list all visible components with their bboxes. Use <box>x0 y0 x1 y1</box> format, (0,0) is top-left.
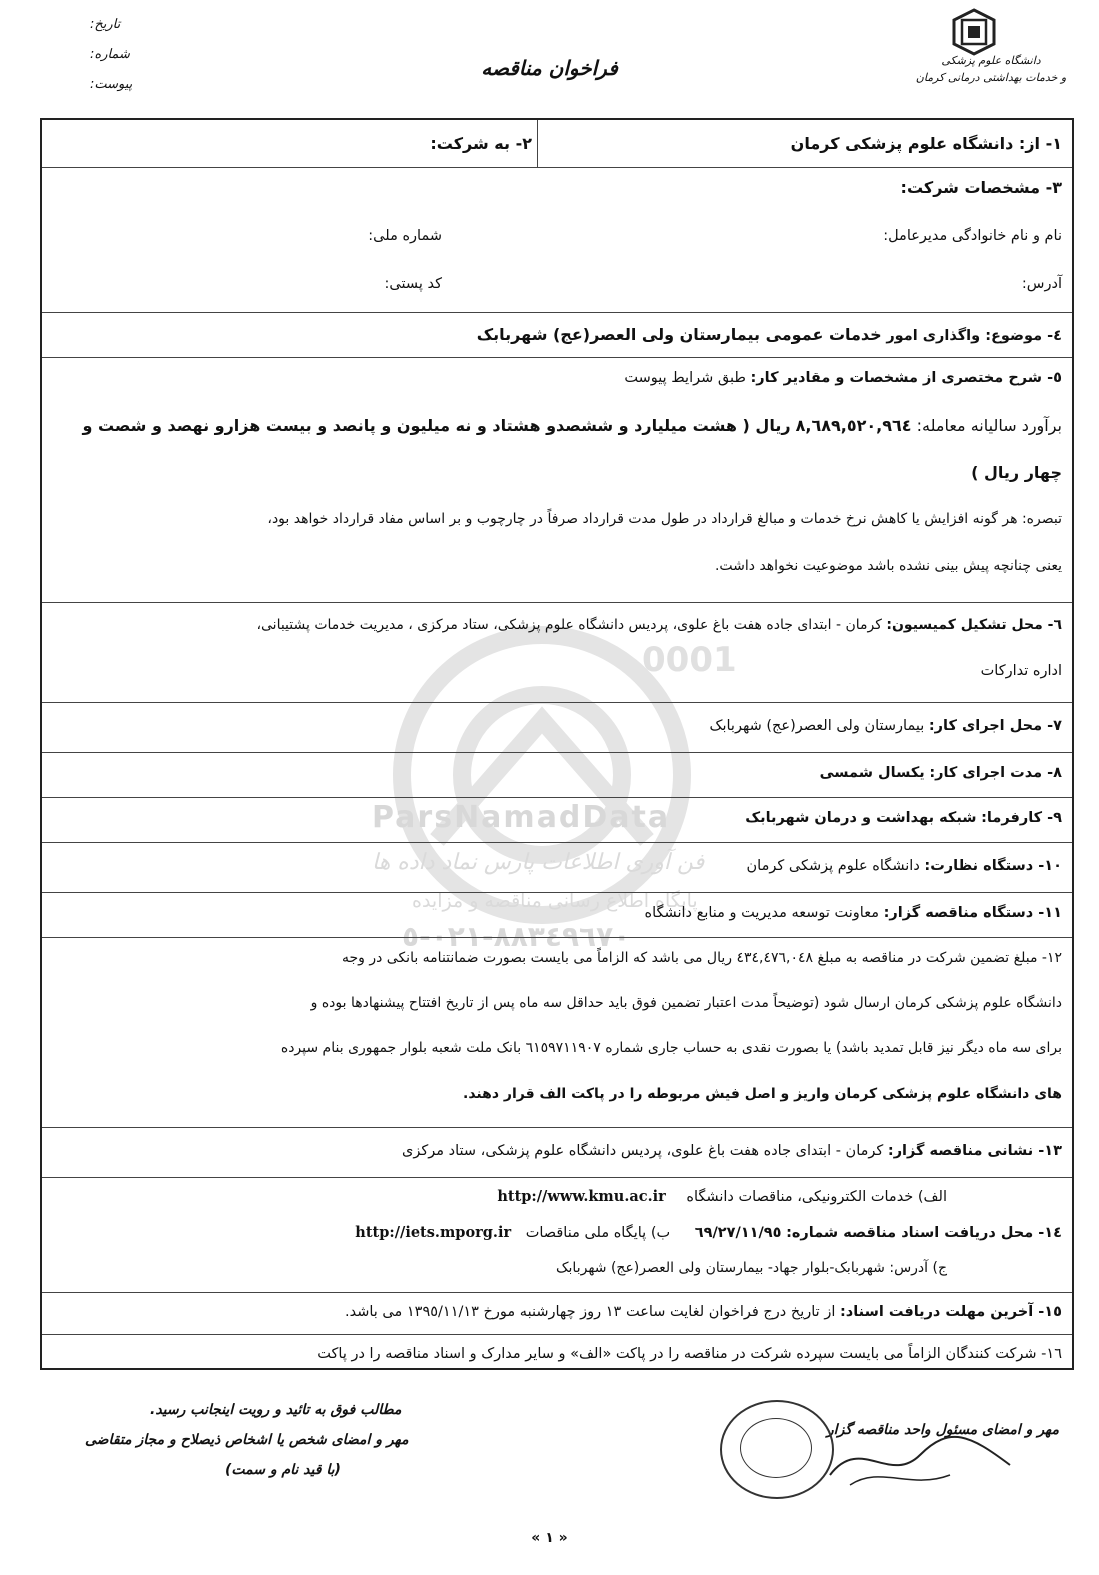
envelope-instruction: ۱٦- شرکت کنندگان الزاماً می بایست سپرده شرکت در مناقصه را در پاکت «الف» و سایر مدارک و اسناد مناقصه را در پاکت <box>317 1346 1062 1362</box>
stamp-inner-icon <box>740 1418 812 1478</box>
budget-line <box>82 416 1062 435</box>
watermark-brand: ParsNamadData <box>372 800 671 835</box>
row-guarantee <box>42 938 1072 1128</box>
row-from-to <box>42 120 1072 168</box>
commission-value-cont: اداره تدارکات <box>980 663 1062 679</box>
from-field: ۱- از: دانشگاه علوم پزشکی کرمان <box>790 134 1062 153</box>
divider <box>537 120 538 167</box>
national-id-label: شماره ملی: <box>368 228 442 244</box>
work-location-value: بیمارستان ولی العصر(عج) شهربابک <box>709 718 925 734</box>
date-label: تاریخ: <box>90 17 121 32</box>
row-documents <box>42 1178 1072 1293</box>
tender-form <box>40 118 1074 1370</box>
university-logo-icon <box>949 8 999 56</box>
description-label: ٥- شرح مختصری از مشخصات و مقادیر کار: <box>750 370 1062 386</box>
header-meta <box>90 10 132 100</box>
to-company-field: ۲- به شرکت: <box>430 134 532 153</box>
row-supervision <box>42 843 1072 893</box>
watermark-line2: پایگاه اطلاع رسانی مناقصه و مزایده <box>412 890 698 912</box>
signature-icon <box>820 1425 1020 1495</box>
documents-line <box>355 1224 1062 1241</box>
watermark-digits: 0001 <box>642 640 737 680</box>
company-spec-label: ۳- مشخصات شرکت: <box>900 178 1062 197</box>
confirm-line1: مطالب فوق به تائید و رویت اینجانب رسید. <box>150 1402 402 1418</box>
budget-words-cont: چهار ریال ) <box>971 463 1062 482</box>
deadline-label: ۱٥- آخرین مهلت دریافت اسناد: <box>839 1304 1062 1320</box>
row-subject <box>42 313 1072 358</box>
documents-b-link[interactable]: http://iets.mporg.ir <box>355 1224 512 1241</box>
subject-line <box>477 325 1062 344</box>
documents-label: ۱٤- محل دریافت اسناد مناقصه شماره: <box>786 1225 1062 1241</box>
documents-a-label: الف) خدمات الکترونیکی، مناقصات دانشگاه <box>686 1189 947 1205</box>
guarantee-line4: های دانشگاه علوم پزشکی کرمان واریز و اصل فیش مربوطه را در پاکت الف قرار دهند. <box>463 1086 1062 1102</box>
row-company-spec <box>42 168 1072 313</box>
commission-label: ٦- محل تشکیل کمیسیون: <box>886 617 1062 633</box>
employer-label: ۹- کارفرما: <box>981 810 1062 826</box>
documents-b-label: ب) پایگاه ملی مناقصات <box>525 1225 671 1241</box>
attachment-label: پیوست: <box>90 77 133 92</box>
commission-line <box>256 617 1062 633</box>
budget-label: برآورد سالیانه معامله: <box>916 416 1062 435</box>
deadline-value: از تاریخ درج فراخوان لغایت ساعت ۱۳ روز چهارشنبه مورخ ۱۳۹٥/۱۱/۱۳ می باشد. <box>344 1304 836 1320</box>
row-commission <box>42 603 1072 703</box>
guarantee-line1: ۱۲- مبلغ تضمین شرکت در مناقصه به مبلغ ٤۳٤,٤۷٦,۰٤۸ ریال می باشد که الزاماً می بایست بصورت ضمانتنامه بانکی در وجه <box>341 950 1062 966</box>
subject-label: ٤- موضوع: واگذاری امور <box>886 328 1062 344</box>
org-line1: دانشگاه علوم پزشکی <box>941 54 1041 67</box>
work-location-line <box>709 718 1062 734</box>
organization-name <box>901 52 1081 86</box>
org-line2: و خدمات بهداشتی درمانی کرمان <box>915 71 1067 84</box>
guarantee-line3: برای سه ماه دیگر نیز قابل تمدید باشد) یا بصورت نقدی به حساب جاری شماره ٦۱٥۹۷۱۱۹۰۷ بانک ملت شعبه بلوار جمهوری بنام سپرده <box>280 1040 1062 1056</box>
tender-org-value: معاونت توسعه مدیریت و منابع دانشگاه <box>644 905 879 921</box>
supervision-label: ۱۰- دستگاه نظارت: <box>924 858 1062 874</box>
budget-words: ریال ( هشت میلیارد و ششصدو هشتاد و نه میلیون و پانصد و بیست هزارو نهصد و شصت و <box>82 416 791 435</box>
manager-name-label: نام و نام خانوادگی مدیرعامل: <box>883 228 1062 244</box>
description-line <box>624 370 1062 386</box>
row-duration <box>42 753 1072 798</box>
official-stamp-icon <box>720 1400 834 1499</box>
subject-value: خدمات عمومی بیمارستان ولی العصر(عج) شهربابک <box>476 325 882 344</box>
note-line1: تبصره: هر گونه افزایش یا کاهش نرخ خدمات و مبالغ قرارداد در طول مدت قرارداد صرفاً در چارچوب و بر اساس مفاد قرارداد خواهد بود، <box>267 511 1062 527</box>
tender-address-value: کرمان - ابتدای جاده هفت باغ علوی، پردیس دانشگاه علوم پزشکی، ستاد مرکزی <box>402 1143 884 1159</box>
duration-value: یکسال شمسی <box>819 765 925 781</box>
tender-org-label: ۱۱- دستگاه مناقصه گزار: <box>883 905 1062 921</box>
documents-a-line <box>497 1188 947 1205</box>
description-value: طبق شرایط پیوست <box>624 370 746 386</box>
confirm-line3: (با قید نام و سمت) <box>225 1462 341 1478</box>
commission-value: کرمان - ابتدای جاده هفت باغ علوی، پردیس دانشگاه علوم پزشکی، ستاد مرکزی ، مدیریت خدمات پشتیبانی، <box>256 617 882 633</box>
employer-value: شبکه بهداشت و درمان شهربابک <box>745 810 977 826</box>
employer-line <box>745 810 1062 826</box>
row-employer <box>42 798 1072 843</box>
row-tender-address <box>42 1128 1072 1178</box>
page-number: « ۱ » <box>531 1530 568 1546</box>
tender-org-line <box>645 905 1062 921</box>
row-tender-org <box>42 893 1072 938</box>
row-description <box>42 358 1072 603</box>
deadline-line <box>345 1304 1062 1320</box>
guarantee-line2: دانشگاه علوم پزشکی کرمان ارسال شود (توضیحاً مدت اعتبار تضمین فوق باید حداقل سه ماه پس از تاریخ افتتاح پیشنهادها بوده و <box>310 995 1062 1011</box>
watermark-line1: فن آوری اطلاعات پارس نماد داده ها <box>372 850 705 875</box>
row-deadline <box>42 1293 1072 1335</box>
watermark-phone: ۰۲۱-۸۸۳٤۹٦۷۰-٥ <box>402 920 631 953</box>
number-label: شماره: <box>90 47 130 62</box>
tender-address-line <box>402 1143 1062 1159</box>
address-label: آدرس: <box>1021 276 1062 292</box>
row-work-location <box>42 703 1072 753</box>
documents-a-link[interactable]: http://www.kmu.ac.ir <box>497 1188 666 1205</box>
duration-line <box>820 765 1062 781</box>
postal-code-label: کد پستی: <box>384 276 442 292</box>
supervision-line <box>747 858 1062 874</box>
documents-c-line: ج) آدرس: شهربابک-بلوار جهاد- بیمارستان ولی العصر(عج) شهربابک <box>556 1260 947 1276</box>
confirm-line2: مهر و امضای شخص یا اشخاص ذیصلاح و مجاز متقاضی <box>85 1432 409 1448</box>
duration-label: ۸- مدت اجرای کار: <box>929 765 1062 781</box>
documents-number: ٦۹/۲۷/۱۱/۹٥ <box>694 1225 782 1241</box>
work-location-label: ۷- محل اجرای کار: <box>928 718 1062 734</box>
page-title: فراخوان مناقصه <box>481 56 618 80</box>
tender-address-label: ۱۳- نشانی مناقصه گزار: <box>887 1143 1062 1159</box>
budget-amount: ۸,٦۸۹,٥۲۰,۹٦٤ <box>795 416 912 435</box>
signature-label: مهر و امضای مسئول واحد مناقصه گزار <box>826 1422 1059 1438</box>
supervision-value: دانشگاه علوم پزشکی کرمان <box>746 858 920 874</box>
note-line2: یعنی چنانچه پیش بینی نشده باشد موضوعیت نخواهد داشت. <box>714 558 1062 574</box>
